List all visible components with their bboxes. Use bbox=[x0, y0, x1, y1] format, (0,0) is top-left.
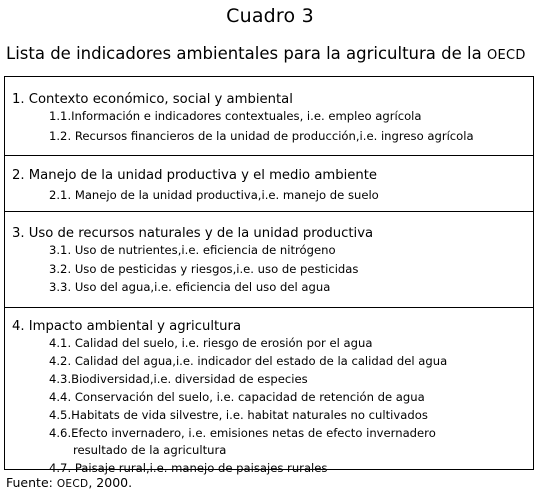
table-title bbox=[6, 43, 536, 67]
source-org: OECD bbox=[56, 478, 89, 490]
item-text: Conservación del suelo, i.e. capacidad de retención de agua bbox=[74, 390, 425, 404]
item-number: 4.5. bbox=[49, 408, 72, 422]
section-heading: 2. Manejo de la unidad productiva y el medio ambiente bbox=[12, 168, 378, 183]
item-number: 2.1. bbox=[49, 188, 72, 202]
item-text: Calidad del suelo, i.e. riesgo de erosión por el agua bbox=[74, 336, 373, 350]
item-text: Efecto invernadero, i.e. emisiones netas de efecto invernadero bbox=[71, 426, 436, 440]
list-item bbox=[49, 353, 447, 370]
item-number: 4.1. bbox=[49, 336, 72, 350]
item-text: Biodiversidad,i.e. diversidad de especies bbox=[71, 372, 308, 386]
item-text: Calidad del agua,i.e. indicador del estado de la calidad del agua bbox=[74, 354, 448, 368]
item-number: 4.7. bbox=[49, 461, 72, 475]
item-text: Uso de nutrientes,i.e. eficiencia de nitrógeno bbox=[74, 243, 336, 257]
item-text: Paisaje rural,i.e. manejo de paisajes rurales bbox=[74, 461, 328, 475]
item-text-continuation: resultado de la agricultura bbox=[73, 443, 227, 457]
item-number: 1.1. bbox=[49, 109, 72, 123]
list-item bbox=[49, 128, 474, 145]
list-item bbox=[49, 335, 372, 352]
section-2 bbox=[5, 155, 533, 212]
item-text: Uso del agua,i.e. eficiencia del uso del agua bbox=[74, 280, 331, 294]
item-text: Manejo de la unidad productiva,i.e. manejo de suelo bbox=[74, 188, 379, 202]
list-item bbox=[49, 242, 336, 259]
table-caption: Cuadro 3 bbox=[226, 5, 314, 27]
list-item bbox=[49, 187, 379, 204]
item-text: Información e indicadores contextuales, i.e. empleo agrícola bbox=[71, 109, 422, 123]
section-heading: 4. Impacto ambiental y agricultura bbox=[12, 319, 242, 334]
section-heading: 1. Contexto económico, social y ambiental bbox=[12, 92, 293, 107]
item-number: 3.2. bbox=[49, 262, 72, 276]
item-number: 4.3. bbox=[49, 372, 72, 386]
item-text: Uso de pesticidas y riesgos,i.e. uso de pesticidas bbox=[74, 262, 359, 276]
section-1 bbox=[5, 77, 533, 155]
item-number: 4.6. bbox=[49, 426, 72, 440]
table-title-text: Lista de indicadores ambientales para la agricultura de la bbox=[6, 44, 482, 63]
item-text: Habitats de vida silvestre, i.e. habitat naturales no cultivados bbox=[71, 408, 428, 422]
table-title-org: OECD bbox=[486, 48, 526, 63]
list-item bbox=[49, 407, 428, 424]
list-item bbox=[49, 389, 425, 406]
list-item bbox=[49, 108, 422, 125]
section-4 bbox=[5, 307, 533, 475]
item-number: 4.4. bbox=[49, 390, 72, 404]
source-label: Fuente: bbox=[6, 475, 53, 490]
item-number: 3.3. bbox=[49, 280, 72, 294]
list-item bbox=[49, 425, 436, 459]
source-note bbox=[6, 474, 132, 493]
list-item bbox=[49, 371, 308, 388]
section-3 bbox=[5, 211, 533, 308]
section-heading: 3. Uso de recursos naturales y de la unidad productiva bbox=[12, 226, 374, 241]
list-item bbox=[49, 279, 330, 296]
list-item bbox=[49, 261, 358, 278]
item-number: 1.2. bbox=[49, 129, 72, 143]
item-number: 4.2. bbox=[49, 354, 72, 368]
item-number: 3.1. bbox=[49, 243, 72, 257]
item-text: Recursos financieros de la unidad de producción,i.e. ingreso agrícola bbox=[74, 129, 474, 143]
indicator-table bbox=[4, 76, 534, 475]
source-year: , 2000. bbox=[88, 475, 133, 490]
